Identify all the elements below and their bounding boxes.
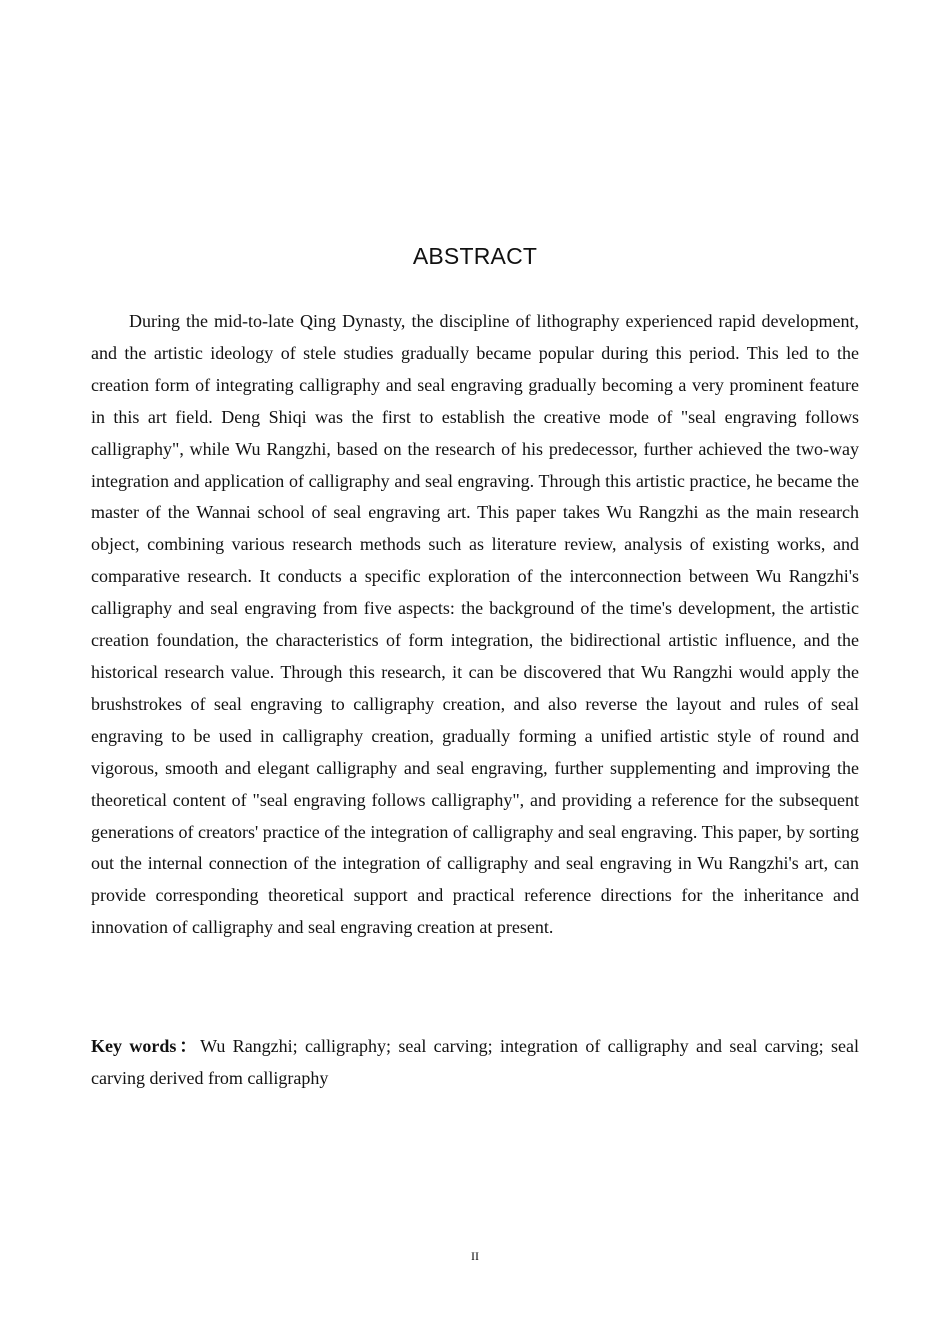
keywords-text: Wu Rangzhi; calligraphy; seal carving; integration of calligraphy and seal carving; seal carving derived from calligraphy <box>91 1036 859 1088</box>
keywords-paragraph <box>91 1030 859 1094</box>
keywords-label: Key words： <box>91 1036 201 1056</box>
abstract-body: During the mid-to-late Qing Dynasty, the discipline of lithography experienced rapid development, and the artistic ideology of stele studies gradually became popular during this period. This led to the creation form of integrating calligraphy and seal engraving gradually becoming a very prominent feature in this art field. Deng Shiqi was the first to establish the creative mode of "seal engraving follows calligraphy", while Wu Rangzhi, based on the research of his predecessor, further achieved the two-way integration and application of calligraphy and seal engraving. Through this artistic practice, he became the master of the Wannai school of seal engraving art. This paper takes Wu Rangzhi as the main research object, combining various research methods such as literature review, analysis of existing works, and comparative research. It conducts a specific exploration of the interconnection between Wu Rangzhi's calligraphy and seal engraving from five aspects: the background of the time's development, the artistic creation foundation, the characteristics of form integration, the bidirectional artistic influence, and the historical research value. Through this research, it can be discovered that Wu Rangzhi would apply the brushstrokes of seal engraving to calligraphy creation, and also reverse the layout and rules of seal engraving to be used in calligraphy creation, gradually forming a unified artistic style of round and vigorous, smooth and elegant calligraphy and seal engraving, further supplementing and improving the theoretical content of "seal engraving follows calligraphy", and providing a reference for the subsequent generations of creators' practice of the integration of calligraphy and seal engraving. This paper, by sorting out the internal connection of the integration of calligraphy and seal engraving in Wu Rangzhi's art, can provide corresponding theoretical support and practical reference directions for the inheritance and innovation of calligraphy and seal engraving creation at present. <box>91 311 859 938</box>
page-number: II <box>471 1249 479 1263</box>
abstract-title: ABSTRACT <box>412 243 538 269</box>
